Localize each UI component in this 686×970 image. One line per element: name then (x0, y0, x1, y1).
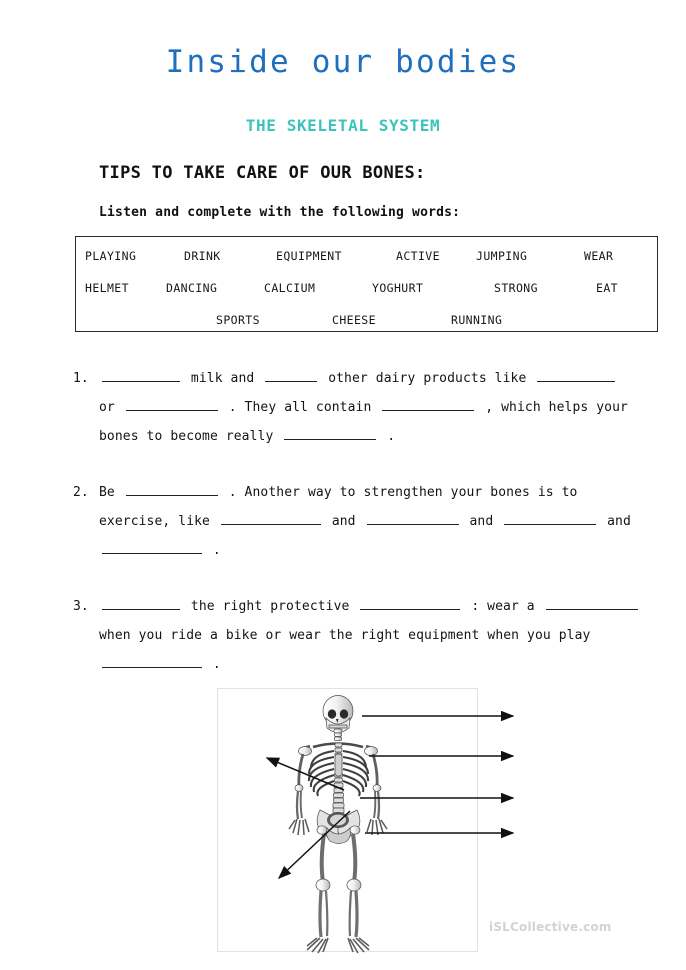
page-title: Inside our bodies (165, 44, 521, 80)
word-bank-item: YOGHURT (372, 281, 424, 295)
instruction-text: Listen and complete with the following words: (99, 205, 461, 220)
question-1 (73, 364, 673, 451)
question-text: . They all contain (220, 400, 380, 415)
word-bank-row (76, 240, 657, 272)
word-bank-item: RUNNING (451, 313, 503, 327)
question-3 (73, 592, 673, 679)
skeleton-figure (217, 688, 527, 958)
word-bank-item: HELMET (85, 281, 129, 295)
word-bank-box (75, 236, 658, 332)
answer-blank[interactable] (504, 511, 596, 525)
question-number: 1. (73, 371, 89, 386)
skeleton-body (289, 696, 387, 954)
word-bank-row (76, 272, 657, 304)
question-text: and (461, 514, 502, 529)
word-bank-item: WEAR (584, 249, 614, 263)
word-bank-row (76, 304, 657, 336)
word-bank-item: ACTIVE (396, 249, 440, 263)
label-arrow-group (267, 716, 513, 878)
question-text: other dairy products like (320, 371, 535, 386)
question-text: and (599, 514, 631, 529)
word-bank-item: SPORTS (216, 313, 260, 327)
question-line (73, 478, 673, 507)
question-line (73, 393, 673, 422)
question-line (73, 650, 673, 679)
answer-blank[interactable] (382, 397, 474, 411)
page-subtitle: THE SKELETAL SYSTEM (245, 116, 441, 135)
word-bank-item: EAT (596, 281, 618, 295)
watermark: iSLCollective.com (489, 920, 612, 934)
word-bank-item: EQUIPMENT (276, 249, 342, 263)
word-bank-item: JUMPING (476, 249, 528, 263)
answer-blank[interactable] (102, 540, 202, 554)
answer-blank[interactable] (367, 511, 459, 525)
answer-blank[interactable] (284, 426, 376, 440)
question-text: . Another way to strengthen your bones is to (220, 485, 578, 500)
question-text: and (323, 514, 364, 529)
question-text: or (99, 400, 123, 415)
word-bank-item: PLAYING (85, 249, 137, 263)
answer-blank[interactable] (102, 368, 180, 382)
question-number: 2. (73, 485, 89, 500)
word-bank-item: DRINK (184, 249, 221, 263)
word-bank-item: CALCIUM (264, 281, 316, 295)
word-bank-item: STRONG (494, 281, 538, 295)
answer-blank[interactable] (546, 596, 638, 610)
question-text: . (379, 429, 396, 444)
arrow-femur-left-icon (279, 811, 350, 878)
question-text: when you ride a bike or wear the right equipment when you play (99, 628, 591, 643)
question-text: bones to become really (99, 429, 282, 444)
word-bank-item: CHEESE (332, 313, 376, 327)
question-line (73, 364, 673, 393)
answer-blank[interactable] (221, 511, 321, 525)
question-text: , which helps your (477, 400, 628, 415)
question-2 (73, 478, 673, 565)
answer-blank[interactable] (360, 596, 460, 610)
question-line (73, 507, 673, 536)
answer-blank[interactable] (265, 368, 317, 382)
answer-blank[interactable] (537, 368, 615, 382)
answer-blank[interactable] (102, 654, 202, 668)
answer-blank[interactable] (126, 397, 218, 411)
question-line (73, 536, 673, 565)
question-text: : wear a (463, 599, 543, 614)
word-bank-item: DANCING (166, 281, 218, 295)
question-line (73, 592, 673, 621)
question-line (73, 621, 673, 650)
answer-blank[interactable] (126, 482, 218, 496)
answer-blank[interactable] (102, 596, 180, 610)
question-text: . (205, 543, 221, 558)
section-heading: TIPS TO TAKE CARE OF OUR BONES: (99, 163, 426, 183)
question-text: the right protective (183, 599, 358, 614)
question-number: 3. (73, 599, 89, 614)
skeleton-svg (217, 688, 527, 958)
question-text: Be (99, 485, 123, 500)
question-line (73, 422, 673, 451)
question-text: . (205, 657, 221, 672)
question-text: exercise, like (99, 514, 218, 529)
question-text: milk and (183, 371, 263, 386)
